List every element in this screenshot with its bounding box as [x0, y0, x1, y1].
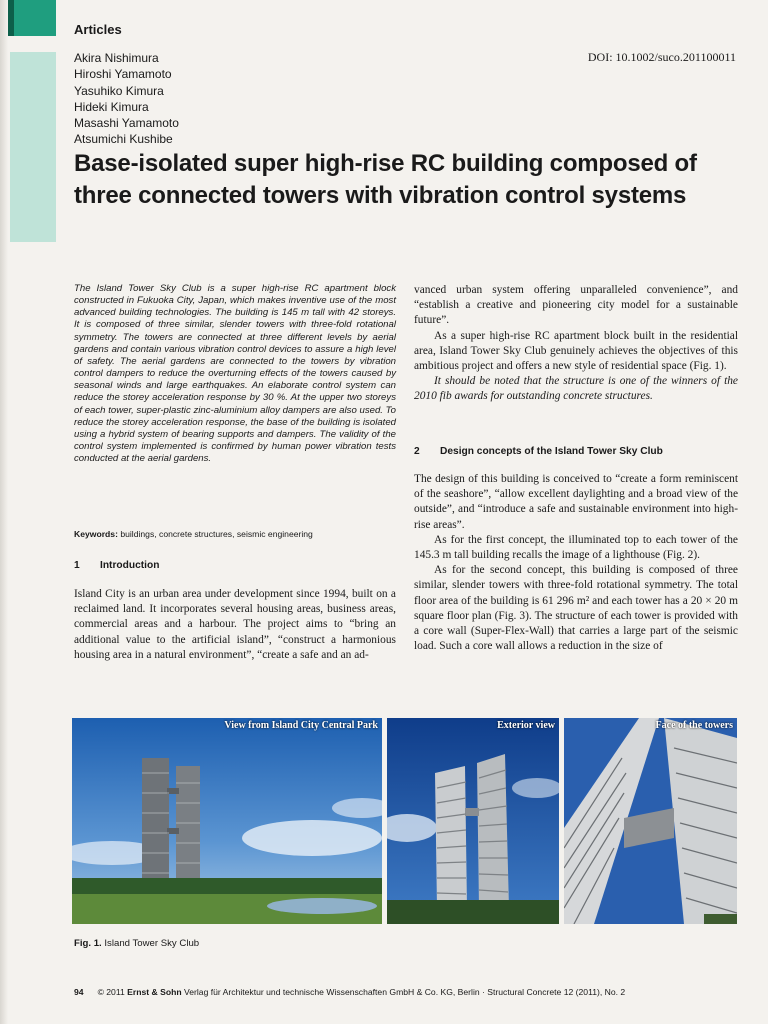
keywords-label: Keywords:	[74, 529, 118, 539]
accent-block	[8, 0, 56, 36]
accent-strip	[10, 52, 56, 242]
publisher-prefix: © 2011	[97, 987, 128, 997]
keywords-text: buildings, concrete structures, seismic engineering	[120, 529, 313, 539]
paragraph: vanced urban system offering unparalleled convenience”, and “establish a creative and pioneering city model for a sustainable future”.	[414, 284, 738, 327]
doi: DOI: 10.1002/suco.201100011	[587, 50, 736, 64]
photo-caption: Exterior view	[497, 720, 555, 731]
section-heading-design-concepts	[414, 446, 663, 457]
paragraph: As a super high-rise RC apartment block built in the residential area, Island Tower Sky Club genuinely achieves the objectives of this ambitious project and offers a new style of residential space (Fig. 1).	[414, 329, 738, 373]
award-note: It should be noted that the structure is one of the winners of the 2010 fib awards for outstanding concrete structures.	[414, 375, 738, 403]
keywords	[74, 529, 396, 539]
section-number: 1	[74, 560, 80, 571]
publisher-suffix: Verlag für Architektur und technische Wissenschaften GmbH & Co. KG, Berlin · Structural Concrete 12 (2011), No. 2	[181, 987, 626, 997]
abstract: The Island Tower Sky Club is a super high-rise RC apartment block constructed in Fukuoka City, Japan, which makes inventive use of the most advanced building technologies. The building is 145 m tall with 42 storeys. It is composed of three similar, slender towers with three-fold rotational symmetry. The towers are connected at three different levels by aerial gardens and contain various vibration control devices to assure a high level of safety. The aerial gardens are connected to the towers by vibration control dampers to reduce the overturning effects of the towers caused by seasonal winds and large earthquakes. An elaborate control system can reduce the storey acceleration response by 30 %. At the upper two storeys of each tower, super-plastic zinc-aluminium alloy dampers are also used. To reduce the storey acceleration response, the base of the building is isolated using a hybrid system of bearing supports and dampers. The validity of the control system implemented is confirmed by human power vibration tests conducted at the aerial gardens.	[74, 283, 396, 465]
figure-label: Fig. 1.	[74, 938, 102, 949]
figure-text: Island Tower Sky Club	[104, 938, 200, 949]
section-heading-introduction	[74, 560, 159, 571]
accent-bar	[8, 0, 14, 36]
section-title: Introduction	[100, 560, 160, 571]
paragraph: As for the second concept, this building is composed of three similar, slender towers with three-fold rotational symmetry. The total floor area of the building is 61 296 m² and each tower has a 20 × 20 m square floor plan (Fig. 3). The structure of each tower is provided with a core wall (Super-Flex-Wall) that carries a large part of the seismic load. Such a core wall allows a reduction in the size of	[414, 564, 738, 653]
author: Hiroshi Yamamoto	[74, 67, 172, 82]
photo-caption: View from Island City Central Park	[224, 720, 378, 731]
intro-body	[74, 587, 396, 663]
photo-caption: Face of the towers	[655, 720, 733, 731]
design-body	[414, 472, 738, 654]
author-list	[74, 50, 179, 148]
section-label: Articles	[74, 22, 122, 37]
author: Akira Nishimura	[74, 51, 159, 65]
paragraph: The design of this building is conceived to “create a form reminiscent of the seashore”, “allow excellent daylighting and a broad view of the outside”, and “introduce a safe and sustainable environment into high-rise areas”.	[414, 473, 738, 531]
photo-face-of-towers	[564, 718, 737, 924]
photo-exterior-view	[387, 718, 559, 924]
author: Masashi Yamamoto	[74, 116, 179, 131]
section-number: 2	[414, 446, 420, 457]
page-edge-shadow	[0, 0, 8, 1024]
author: Hideki Kimura	[74, 99, 149, 114]
author: Yasuhiko Kimura	[74, 83, 164, 98]
publisher-name: Ernst & Sohn	[127, 987, 182, 997]
intro-continued	[414, 283, 738, 405]
photo-park-view	[72, 718, 382, 924]
article-title: Base-isolated super high-rise RC building composed of three connected towers with vibration control systems	[74, 150, 697, 209]
paragraph: As for the first concept, the illuminated top to each tower of the 145.3 m tall building recalls the image of a lighthouse (Fig. 2).	[414, 533, 738, 562]
paragraph: Island City is an urban area under development since 1994, built on a reclaimed land. It incorporates several housing areas, business areas, commercial areas and a harbour. The project aims to “bring an additional value to the artificial island”, “construct a harmonious housing area in a natural environment”, “create a safe and an ad-	[74, 588, 396, 661]
page-footer	[74, 987, 744, 997]
section-title: Design concepts of the Island Tower Sky Club	[440, 446, 663, 457]
page-number: 94	[74, 987, 84, 997]
figure-caption	[74, 938, 199, 949]
author: Atsumichi Kushibe	[74, 132, 173, 147]
